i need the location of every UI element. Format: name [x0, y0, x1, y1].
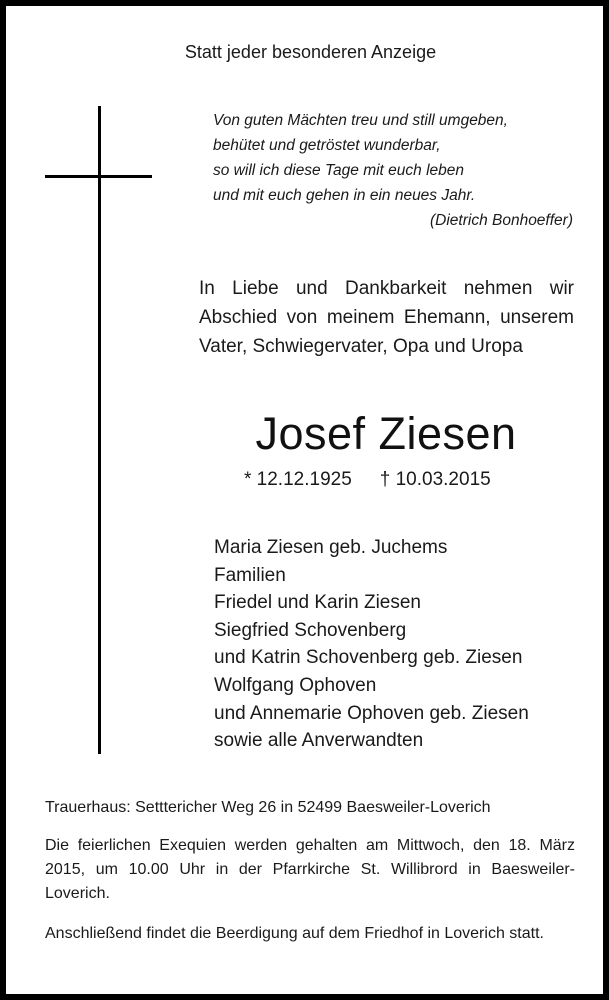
poem	[213, 108, 573, 233]
mourner-line: Maria Ziesen geb. Juchems	[214, 537, 448, 558]
poem-author: (Dietrich Bonhoeffer)	[429, 212, 573, 229]
cross-icon-bar	[45, 175, 152, 178]
life-dates	[244, 469, 544, 491]
death-date: † 10.03.2015	[379, 469, 491, 490]
mourner-line: und Annemarie Ophoven geb. Ziesen	[214, 702, 529, 724]
birth-date: * 12.12.1925	[244, 469, 352, 490]
mourner-line: und Katrin Schovenberg geb. Ziesen	[214, 647, 523, 669]
poem-line: so will ich diese Tage mit euch leben	[213, 162, 465, 179]
poem-line: behütet und getröstet wunderbar,	[213, 137, 441, 154]
poem-line: Von guten Mächten treu und still umgeben,	[213, 112, 508, 129]
mourner-line: Friedel und Karin Ziesen	[214, 592, 421, 614]
mourner-line: Wolfgang Ophoven	[214, 674, 377, 696]
trauerhaus-address: Trauerhaus: Setttericher Weg 26 in 52499 Baesweiler-Loverich	[45, 799, 491, 816]
mourner-line: Familien	[214, 564, 286, 586]
burial-notice: Anschließend findet die Beerdigung auf dem Friedhof in Loverich statt.	[45, 925, 544, 942]
notice-header: Statt jeder besonderen Anzeige	[184, 42, 437, 62]
deceased-name: Josef Ziesen	[255, 408, 517, 459]
mourner-line: Siegfried Schovenberg	[214, 619, 407, 641]
mourners-list	[214, 534, 594, 755]
exequien-notice: Die feierlichen Exequien werden gehalten am Mittwoch, den 18. März 2015, um 10.00 Uhr in der Pfarrkirche St. Willibrord in Baesweiler-Loverich.	[45, 837, 575, 902]
mourner-line: sowie alle Anverwandten	[214, 730, 424, 752]
poem-line: und mit euch gehen in ein neues Jahr.	[213, 187, 476, 204]
intro-text: In Liebe und Dankbarkeit nehmen wir Abschied von meinem Ehemann, unserem Vater, Schwiegervater, Opa und Uropa	[199, 278, 574, 357]
